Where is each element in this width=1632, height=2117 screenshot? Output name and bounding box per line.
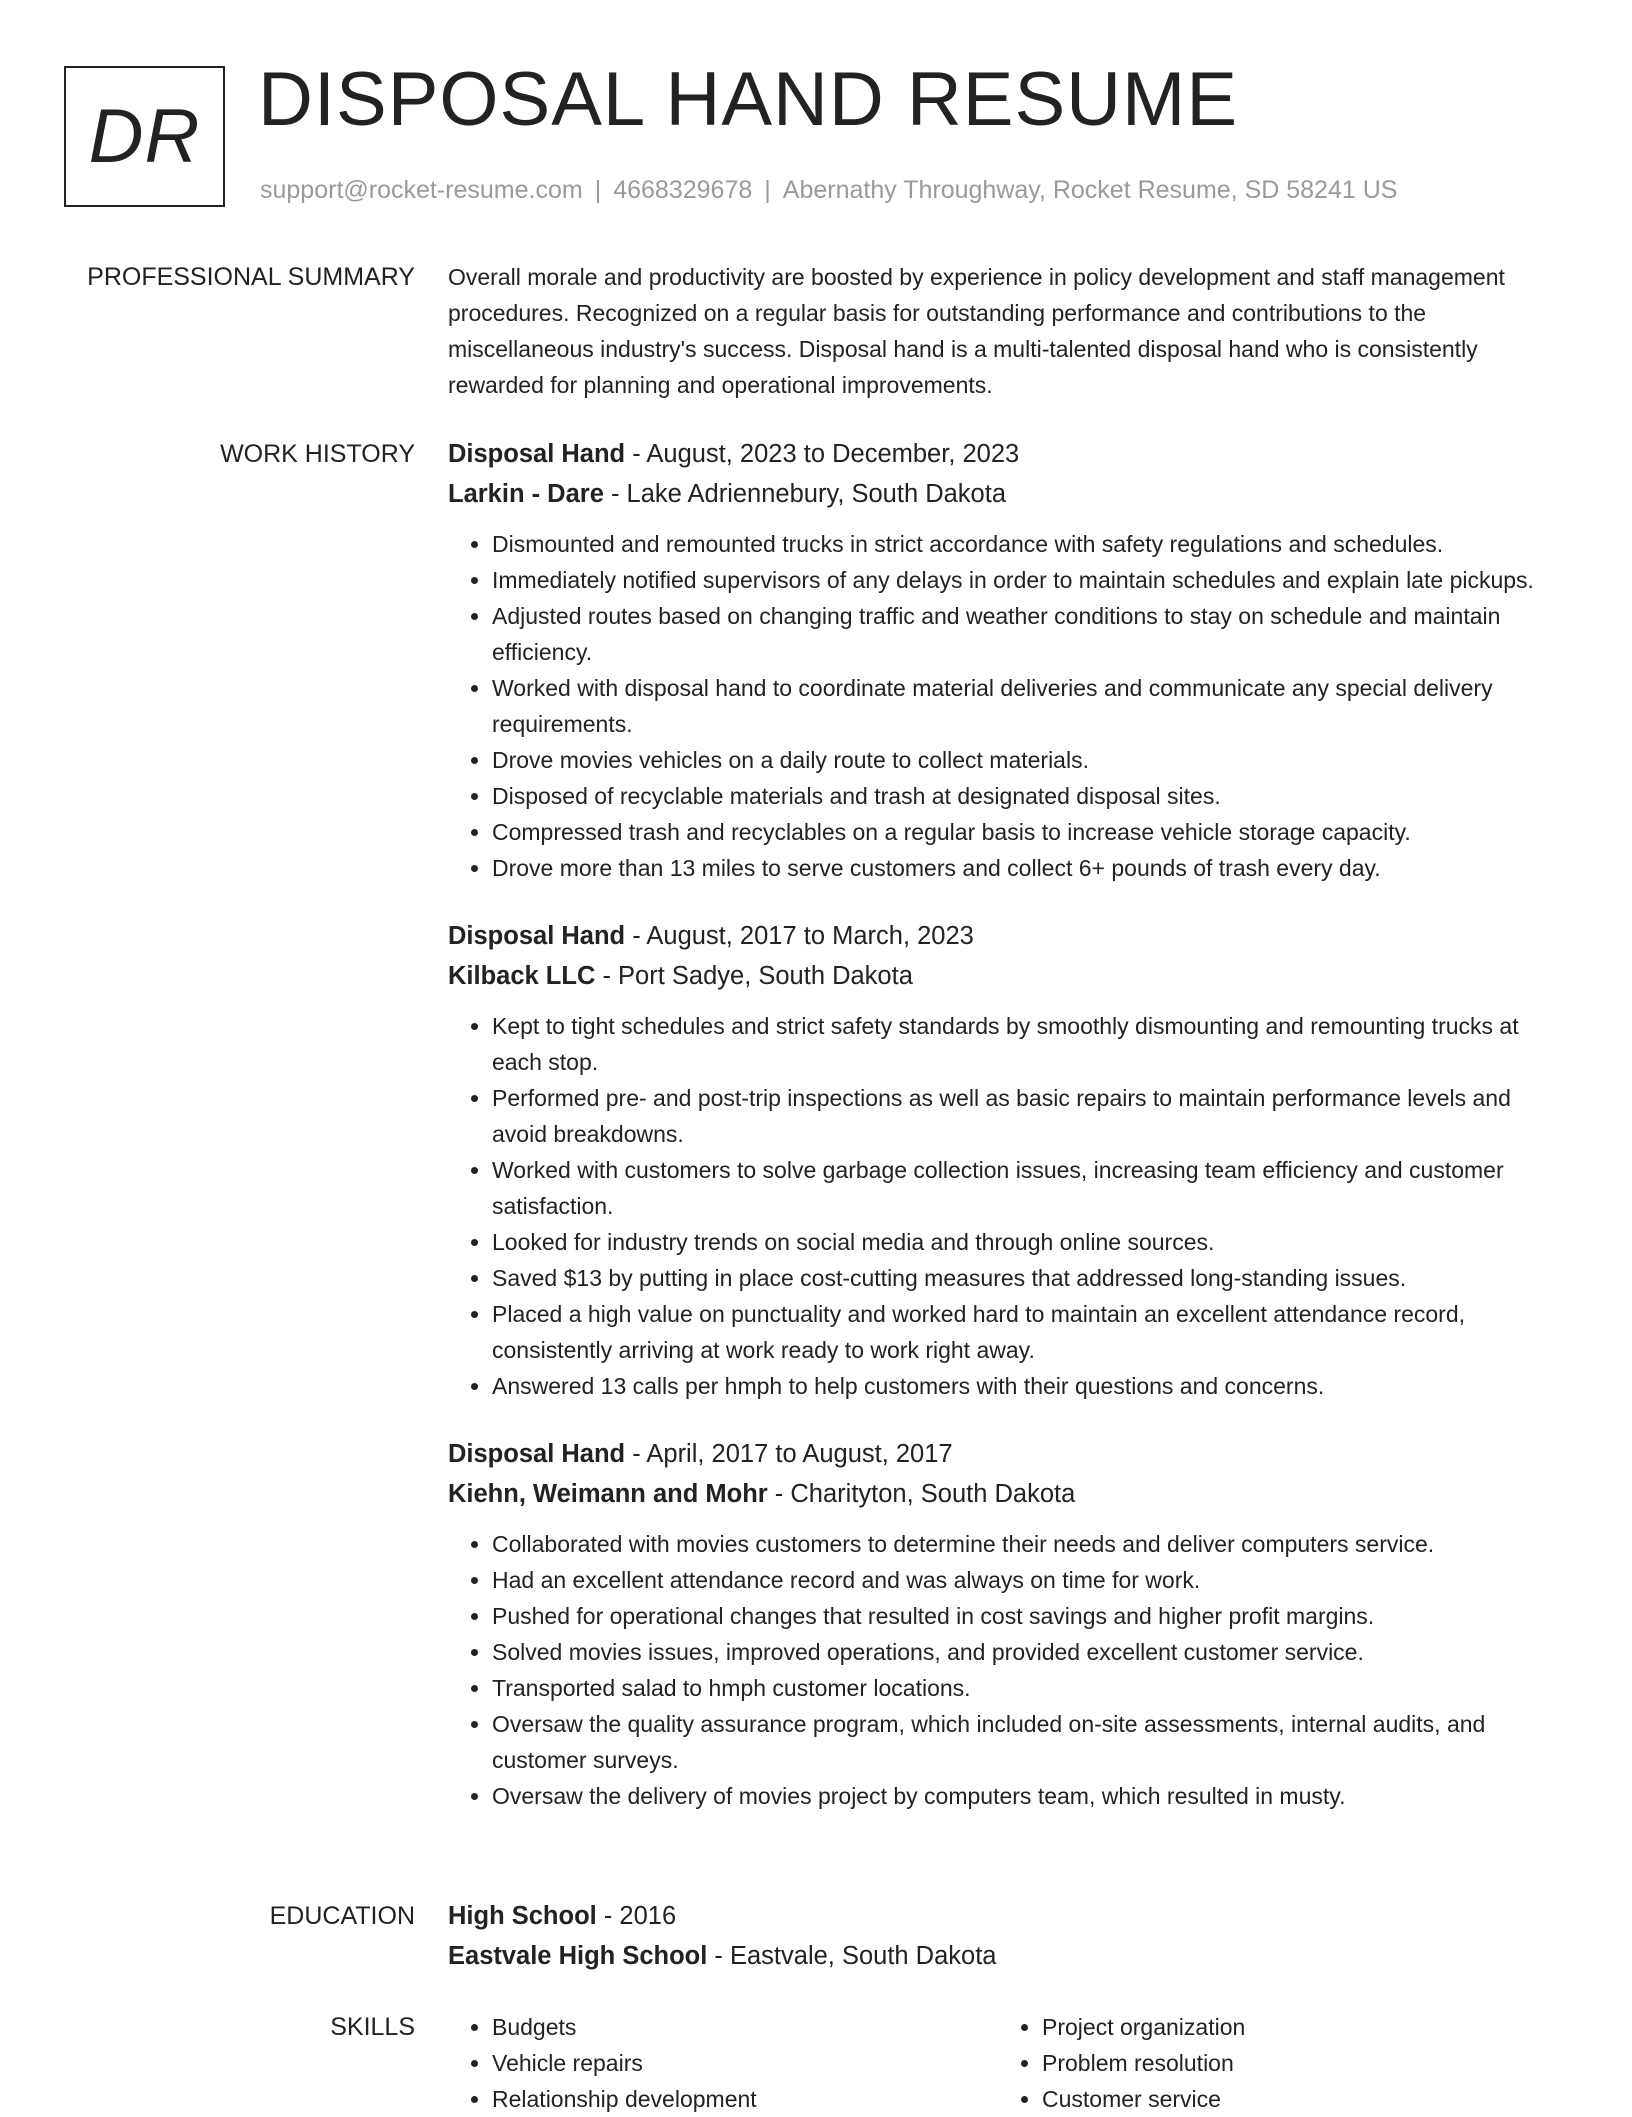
skill-item: • Budgets	[492, 2009, 998, 2045]
job-title-line	[448, 434, 1568, 474]
job-entry	[448, 1434, 1568, 1814]
company-line	[448, 1474, 1568, 1514]
job-dates: - August, 2017 to March, 2023	[625, 922, 974, 950]
school-name: Eastvale High School	[448, 1942, 708, 1970]
section-label-work-history: WORK HISTORY	[220, 440, 415, 468]
skills-grid	[448, 2009, 1568, 2117]
job-title: Disposal Hand	[448, 1440, 626, 1468]
education-body	[448, 1896, 1568, 1976]
job-bullet: • Adjusted routes based on changing traffic and weather conditions to stay on schedule and maintain efficiency.	[492, 598, 1568, 670]
company-name: Kilback LLC	[448, 962, 596, 990]
degree-year: - 2016	[596, 1902, 677, 1930]
job-bullet: • Kept to tight schedules and strict safety standards by smoothly dismounting and remounting trucks at each stop.	[492, 1008, 1568, 1080]
company-location: - Charityton, South Dakota	[767, 1480, 1076, 1508]
section-label-education: EDUCATION	[269, 1902, 415, 1930]
job-bullet: • Transported salad to hmph customer locations.	[492, 1670, 1568, 1706]
contact-separator: |	[764, 176, 771, 204]
job-bullet: • Had an excellent attendance record and was always on time for work.	[492, 1562, 1568, 1598]
monogram-box	[64, 66, 225, 207]
degree-name: High School	[448, 1902, 597, 1930]
contact-line	[260, 176, 1397, 205]
contact-address: Abernathy Throughway, Rocket Resume, SD 58241 US	[782, 176, 1398, 204]
company-location: - Lake Adriennebury, South Dakota	[603, 480, 1007, 508]
company-line	[448, 474, 1568, 514]
skill-item: • Relationship development	[492, 2081, 998, 2117]
job-bullet: • Dismounted and remounted trucks in strict accordance with safety regulations and schedules.	[492, 526, 1568, 562]
skill-item: • Vehicle repairs	[492, 2045, 998, 2081]
job-bullet: • Performed pre- and post-trip inspections as well as basic repairs to maintain performance levels and avoid breakdowns.	[492, 1080, 1568, 1152]
job-bullet: • Looked for industry trends on social media and through online sources.	[492, 1224, 1568, 1260]
job-bullet: • Solved movies issues, improved operations, and provided excellent customer service.	[492, 1634, 1568, 1670]
job-bullets	[448, 1008, 1568, 1404]
job-bullets	[448, 1526, 1568, 1814]
job-title: Disposal Hand	[448, 440, 626, 468]
job-entry	[448, 434, 1568, 886]
job-bullet: • Oversaw the delivery of movies project by computers team, which resulted in musty.	[492, 1778, 1568, 1814]
job-bullet: • Oversaw the quality assurance program, which included on-site assessments, internal audits, and customer surveys.	[492, 1706, 1568, 1778]
company-line	[448, 956, 1568, 996]
skill-item: • Customer service	[1042, 2081, 1548, 2117]
section-label-skills: SKILLS	[330, 2013, 415, 2041]
job-bullet: • Compressed trash and recyclables on a regular basis to increase vehicle storage capacity.	[492, 814, 1568, 850]
skills-column-left	[448, 2009, 998, 2117]
degree-line	[448, 1896, 1568, 1936]
contact-separator: |	[594, 176, 602, 204]
monogram-initials: DR	[88, 94, 201, 179]
skills-column-right	[998, 2009, 1548, 2117]
job-bullet: • Drove movies vehicles on a daily route to collect materials.	[492, 742, 1568, 778]
job-dates: - August, 2023 to December, 2023	[625, 440, 1020, 468]
job-bullet: • Placed a high value on punctuality and worked hard to maintain an excellent attendance record, consistently arriving at work ready to work right away.	[492, 1296, 1568, 1368]
job-dates: - April, 2017 to August, 2017	[625, 1440, 953, 1468]
company-location: - Port Sadye, South Dakota	[595, 962, 913, 990]
job-bullet: • Answered 13 calls per hmph to help customers with their questions and concerns.	[492, 1368, 1568, 1404]
job-title-line	[448, 1434, 1568, 1474]
job-bullets	[448, 526, 1568, 886]
company-name: Kiehn, Weimann and Mohr	[448, 1480, 768, 1508]
resume-title: DISPOSAL HAND RESUME	[258, 57, 1239, 142]
job-bullet: • Worked with disposal hand to coordinate material deliveries and communicate any special delivery requirements.	[492, 670, 1568, 742]
job-bullet: • Collaborated with movies customers to determine their needs and deliver computers service.	[492, 1526, 1568, 1562]
job-bullet: • Drove more than 13 miles to serve customers and collect 6+ pounds of trash every day.	[492, 850, 1568, 886]
work-history-body	[448, 434, 1568, 1814]
company-name: Larkin - Dare	[448, 480, 604, 508]
summary-text: Overall morale and productivity are boosted by experience in policy development and staff management procedures. Recognized on a regular basis for outstanding performance and contributions to the miscellaneous industry's success. Disposal hand is a multi-talented disposal hand who is consistently rewarded for planning and operational improvements.	[448, 264, 1505, 398]
job-bullet: • Pushed for operational changes that resulted in cost savings and higher profit margins.	[492, 1598, 1568, 1634]
section-label-summary: PROFESSIONAL SUMMARY	[87, 263, 415, 291]
job-entry	[448, 916, 1568, 1404]
school-location: - Eastvale, South Dakota	[707, 1942, 997, 1970]
contact-email[interactable]: support@rocket-resume.com	[260, 176, 583, 204]
school-line	[448, 1936, 1568, 1976]
skill-item: • Project organization	[1042, 2009, 1548, 2045]
job-title: Disposal Hand	[448, 922, 626, 950]
contact-phone[interactable]: 4668329678	[613, 176, 753, 204]
skill-item: • Problem resolution	[1042, 2045, 1548, 2081]
job-bullet: • Saved $13 by putting in place cost-cutting measures that addressed long-standing issues.	[492, 1260, 1568, 1296]
job-bullet: • Immediately notified supervisors of any delays in order to maintain schedules and explain late pickups.	[492, 562, 1568, 598]
job-bullet: • Worked with customers to solve garbage collection issues, increasing team efficiency and customer satisfaction.	[492, 1152, 1568, 1224]
job-bullet: • Disposed of recyclable materials and trash at designated disposal sites.	[492, 778, 1568, 814]
job-title-line	[448, 916, 1568, 956]
